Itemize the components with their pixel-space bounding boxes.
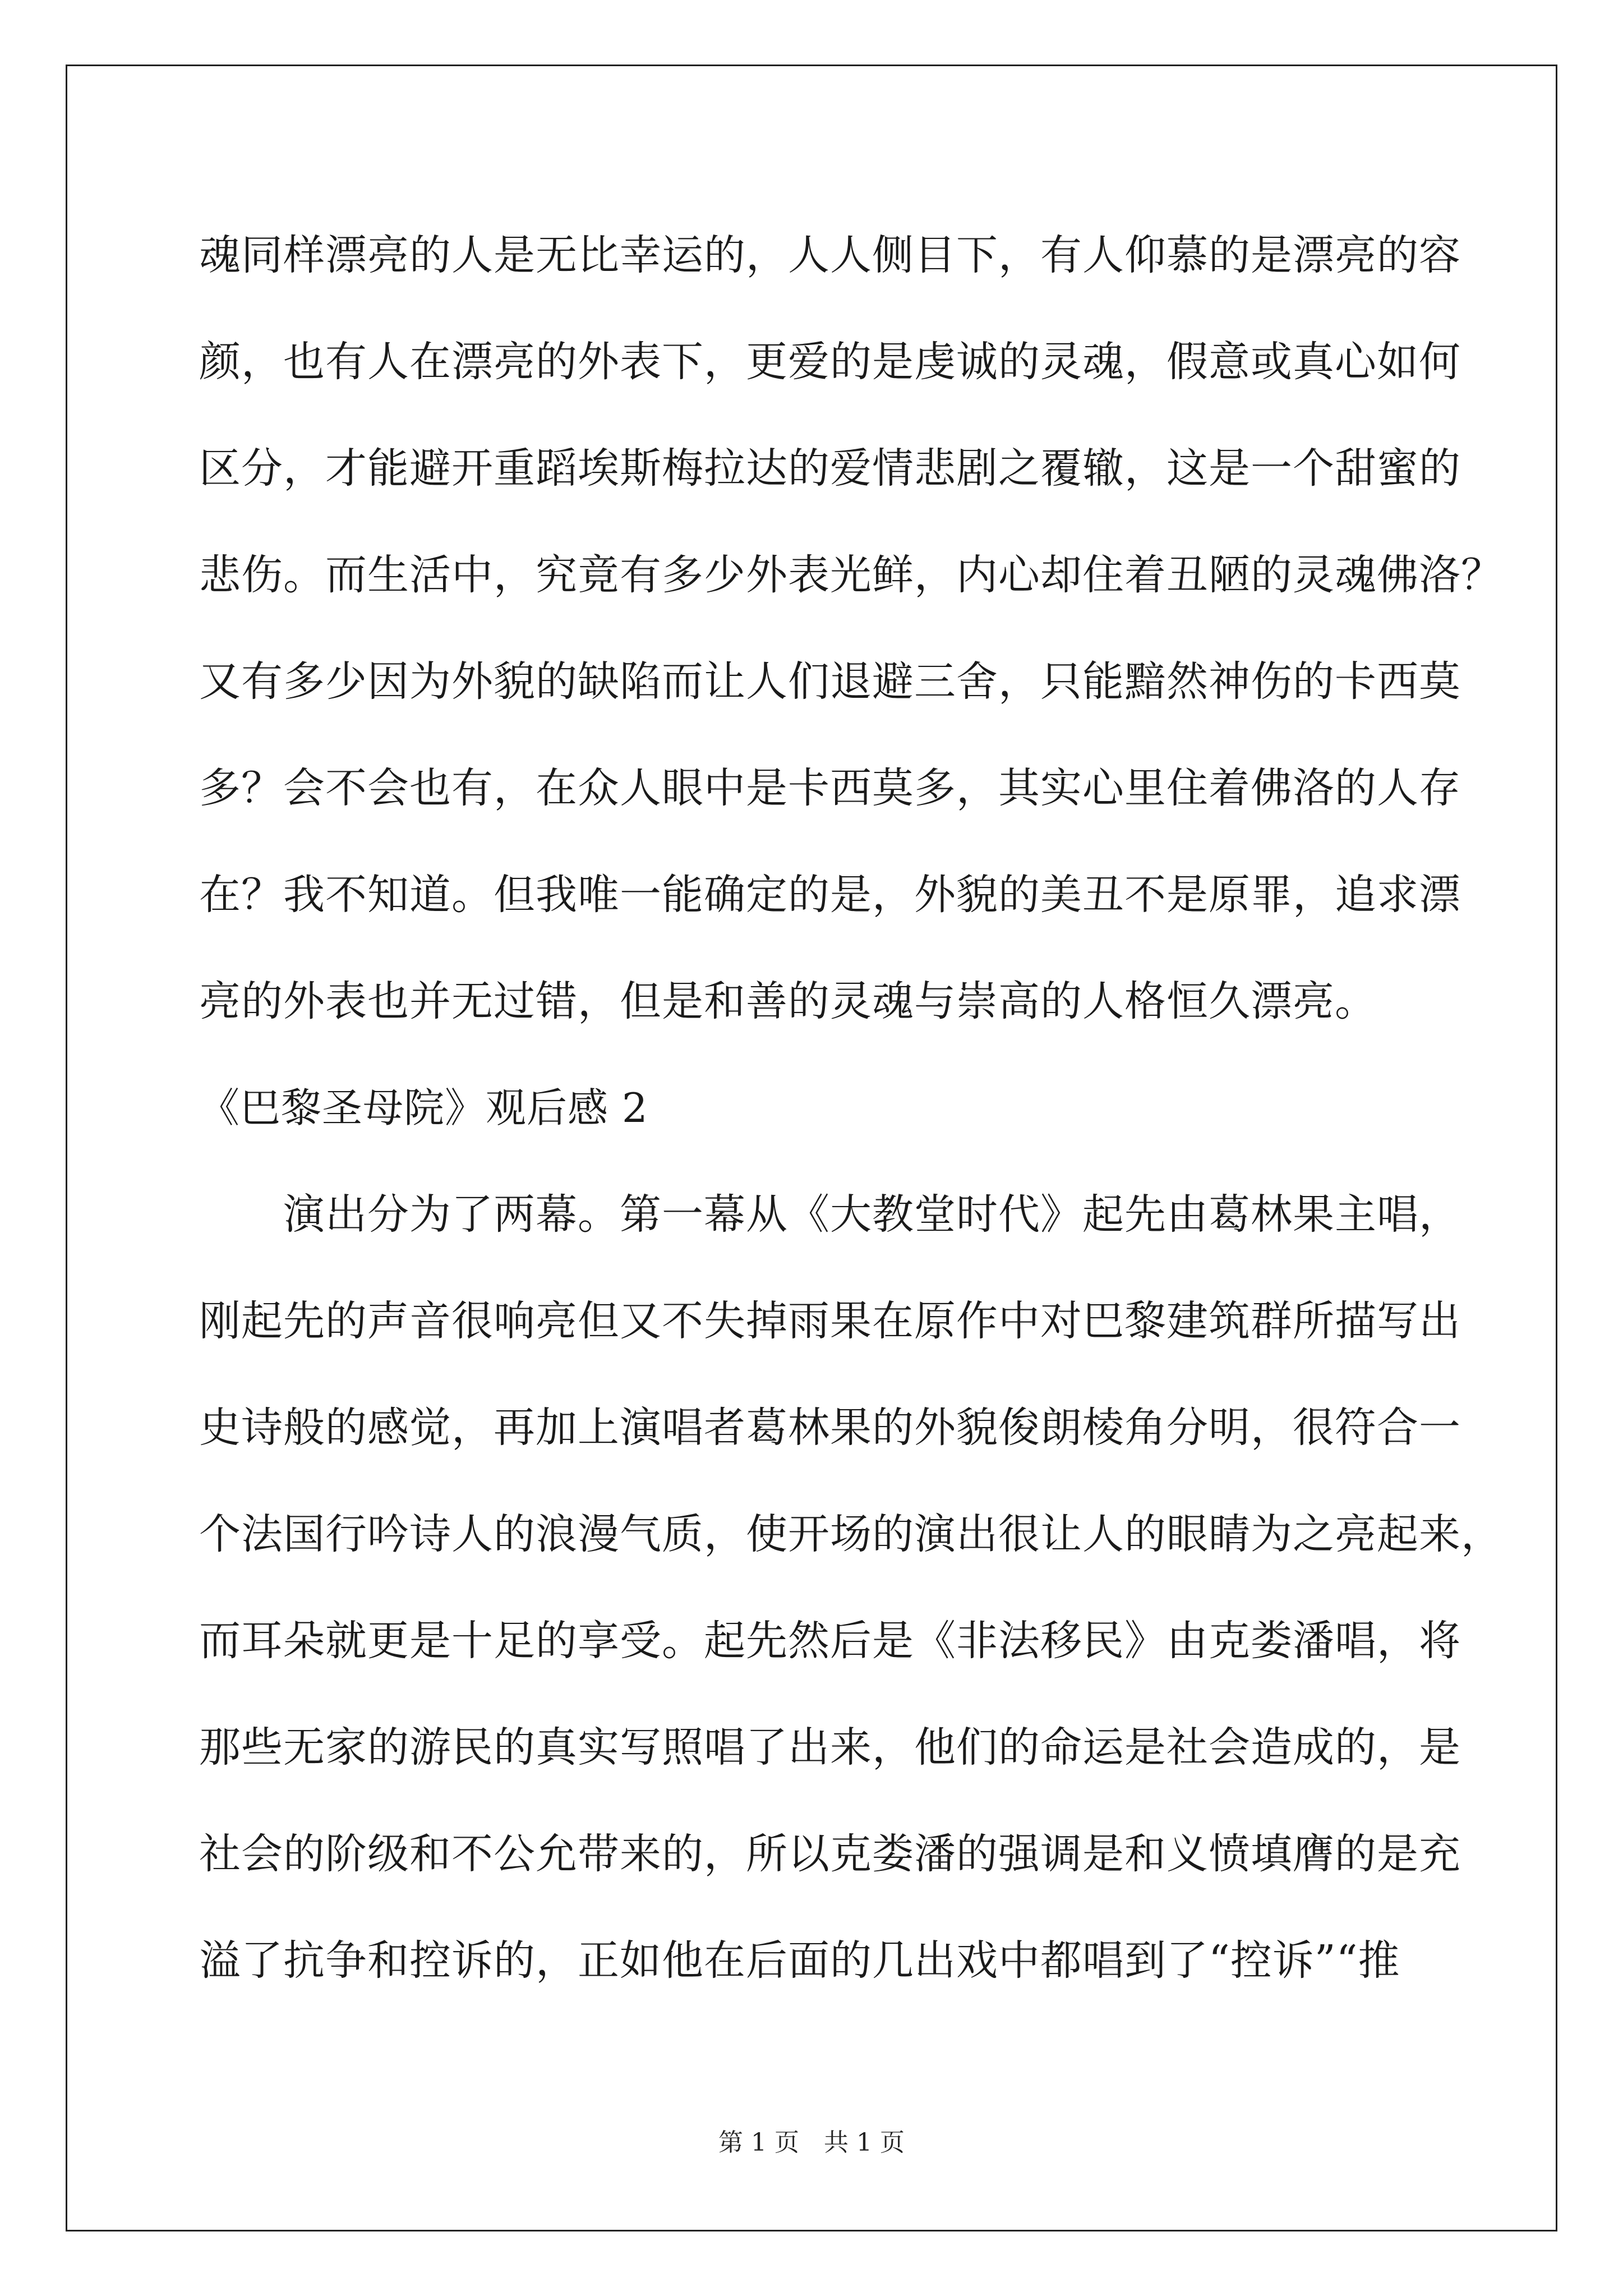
text-line: 而耳朵就更是十足的享受。起先然后是《非法移民》由克娄潘唱，将 bbox=[199, 1617, 1461, 1665]
paragraph-1 bbox=[199, 202, 1503, 1055]
paragraph-2 bbox=[199, 1161, 1503, 2014]
text-line: 多？会不会也有，在众人眼中是卡西莫多，其实心里住着佛洛的人存 bbox=[199, 764, 1461, 812]
text-line: 溢了抗争和控诉的，正如他在后面的几出戏中都唱到了“控诉”“推 bbox=[199, 1936, 1400, 1985]
document-body bbox=[199, 202, 1503, 2014]
text-line: 社会的阶级和不公允带来的，所以克娄潘的强调是和义愤填膺的是充 bbox=[199, 1830, 1461, 1878]
text-line: 演出分为了两幕。第一幕从《大教堂时代》起先由葛林果主唱， bbox=[283, 1190, 1461, 1239]
text-line: 在？我不知道。但我唯一能确定的是，外貌的美丑不是原罪，追求漂 bbox=[199, 871, 1461, 919]
text-line: 颜，也有人在漂亮的外表下，更爱的是虔诚的灵魂，假意或真心如何 bbox=[199, 338, 1461, 386]
text-line: 刚起先的声音很响亮但又不失掉雨果在原作中对巴黎建筑群所描写出 bbox=[199, 1297, 1461, 1345]
text-line: 个法国行吟诗人的浪漫气质，使开场的演出很让人的眼睛为之亮起来， bbox=[199, 1510, 1503, 1558]
section-heading: 《巴黎圣母院》观后感 2 bbox=[199, 1084, 648, 1131]
text-line: 又有多少因为外貌的缺陷而让人们退避三舍，只能黯然神伤的卡西莫 bbox=[199, 657, 1461, 706]
text-line: 悲伤。而生活中，究竟有多少外表光鲜，内心却住着丑陋的灵魂佛洛？ bbox=[199, 551, 1503, 599]
page-number-footer: 第 1 页 共 1 页 bbox=[718, 2128, 905, 2157]
text-line: 那些无家的游民的真实写照唱了出来，他们的命运是社会造成的，是 bbox=[199, 1723, 1461, 1772]
text-line: 魂同样漂亮的人是无比幸运的，人人侧目下，有人仰慕的是漂亮的容 bbox=[199, 231, 1461, 279]
text-line: 区分，才能避开重蹈埃斯梅拉达的爱情悲剧之覆辙，这是一个甜蜜的 bbox=[199, 444, 1461, 493]
text-line: 史诗般的感觉，再加上演唱者葛林果的外貌俊朗棱角分明，很符合一 bbox=[199, 1404, 1461, 1452]
text-line: 亮的外表也并无过错，但是和善的灵魂与崇高的人格恒久漂亮。 bbox=[199, 977, 1377, 1025]
